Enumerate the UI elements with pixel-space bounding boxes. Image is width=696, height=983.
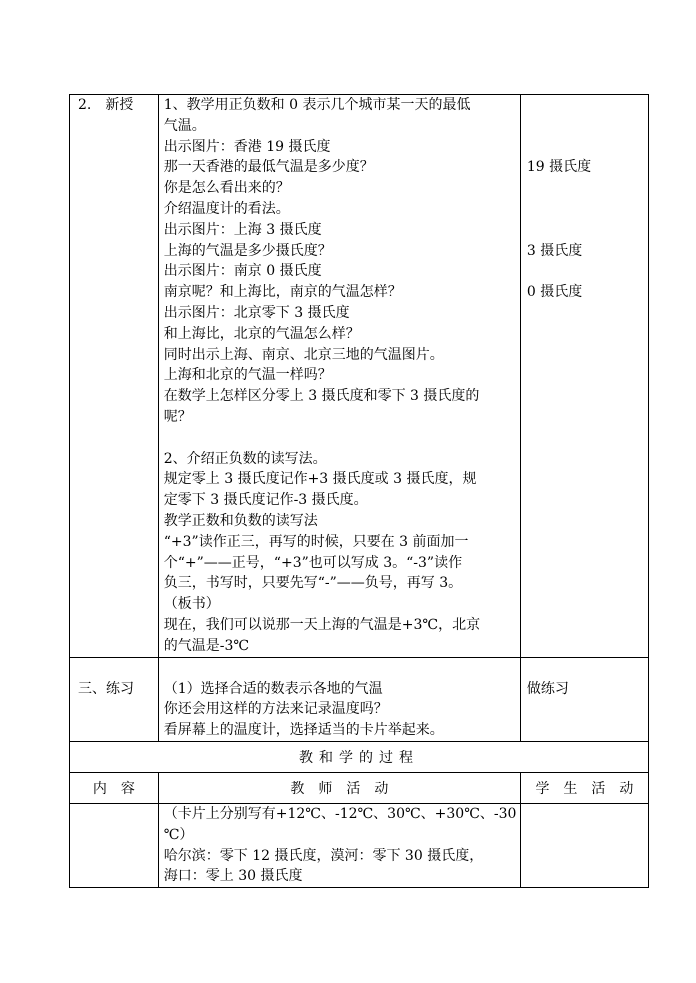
teacher-text-line: 上海的气温是多少摄氏度？ [163,242,332,259]
row-continuation [70,803,649,887]
row-practice [70,657,649,741]
teacher-text-line: 呢？ [163,408,192,425]
teacher-text-line: 规定零上 3 摄氏度记作+3 摄氏度或 3 摄氏度，规 [163,471,477,488]
teacher-text-line: 出示图片：上海 3 摄氏度 [163,221,322,238]
student-text-line: 做练习 [526,680,569,697]
teacher-text-line: （板书） [163,596,220,613]
teacher-text-line: 出示图片：南京 0 摄氏度 [163,263,322,280]
teacher-text-line: 2、介绍正负数的读写法。 [163,450,327,467]
student-activity-new-teaching [520,95,648,658]
teacher-text-line: 你还会用这样的方法来记录温度吗？ [163,701,388,718]
header-content: 内 容 [70,772,159,803]
student-text-line [527,261,644,282]
section-cell-new-teaching [70,95,159,658]
teacher-text-line: 定零下 3 摄氏度记作-3 摄氏度。 [163,492,368,509]
student-text-line [527,95,644,116]
teacher-text-line [164,428,516,449]
teacher-text-line: 的气温是-3℃ [163,637,250,654]
teacher-text-line: 出示图片：香港 19 摄氏度 [163,138,331,155]
row-process-title [70,741,649,772]
teacher-text-line: 气温。 [163,117,206,134]
teacher-text-line: “+3”读作正三，再写的时候，只要在 3 前面加一 [163,533,469,550]
teacher-activity-new-teaching [158,95,520,658]
teacher-text-line: 介绍温度计的看法。 [163,200,290,217]
header-teacher-activity: 教 师 活 动 [158,772,520,803]
teacher-text-line: 教学正数和负数的读写法 [163,512,318,529]
teacher-activity-continuation [158,803,520,887]
teacher-text-line: 1、教学用正负数和 0 表示几个城市某一天的最低 [163,97,471,113]
row-column-header [70,772,649,803]
teacher-text-line: 你是怎么看出来的？ [163,180,290,197]
teacher-text-line: 哈尔滨：零下 12 摄氏度，漠河：零下 30 摄氏度， [163,847,484,864]
teacher-text-line: （1）选择合适的数表示各地的气温 [163,680,383,697]
row-new-teaching [70,95,649,658]
student-text-line: 3 摄氏度 [526,242,583,259]
section-label: 2. 新授 [78,97,134,113]
header-student-activity: 学 生 活 动 [520,772,648,803]
student-activity-continuation [520,803,648,887]
student-text-line [527,116,644,137]
lesson-plan-table [69,94,649,888]
teacher-text-line: 上海和北京的气温一样吗？ [163,367,332,384]
student-text-line [527,220,644,241]
teacher-text-line: 现在，我们可以说那一天上海的气温是+3℃，北京 [163,616,481,633]
process-title: 教和学的过程 [70,741,649,772]
teacher-text-line: 南京呢？和上海比，南京的气温怎样？ [163,284,402,301]
teacher-text-line: 看屏幕上的温度计，选择适当的卡片举起来。 [163,722,444,739]
teacher-text-line: 和上海比，北京的气温怎么样？ [163,325,360,342]
teacher-text-line: （卡片上分别写有+12℃、-12℃、30℃、+30℃、-30 [163,805,517,822]
content-cell-continuation [70,803,159,887]
student-activity-practice [520,657,648,741]
teacher-activity-practice [158,657,520,741]
student-text-line [527,178,644,199]
section-cell-practice [70,657,159,741]
student-text-line [527,137,644,158]
section-label: 三、练习 [78,680,134,697]
teacher-text-line: 在数学上怎样区分零上 3 摄氏度和零下 3 摄氏度的 [163,388,480,405]
student-text-line: 0 摄氏度 [526,284,583,301]
teacher-text-line: 个“+”——正号，“+3”也可以写成 3。“-3”读作 [163,554,463,571]
student-text-line: 19 摄氏度 [526,159,592,176]
student-text-line [527,199,644,220]
teacher-text-line: 负三，书写时，只要先写“-”——负号，再写 3。 [163,575,463,592]
teacher-text-line: 海口：零上 30 摄氏度 [163,868,303,885]
teacher-text-line: 同时出示上海、南京、北京三地的气温图片。 [163,346,444,363]
teacher-text-line: 出示图片：北京零下 3 摄氏度 [163,304,350,321]
teacher-text-line: ℃） [163,826,194,843]
teacher-text-line: 那一天香港的最低气温是多少度？ [163,159,374,176]
